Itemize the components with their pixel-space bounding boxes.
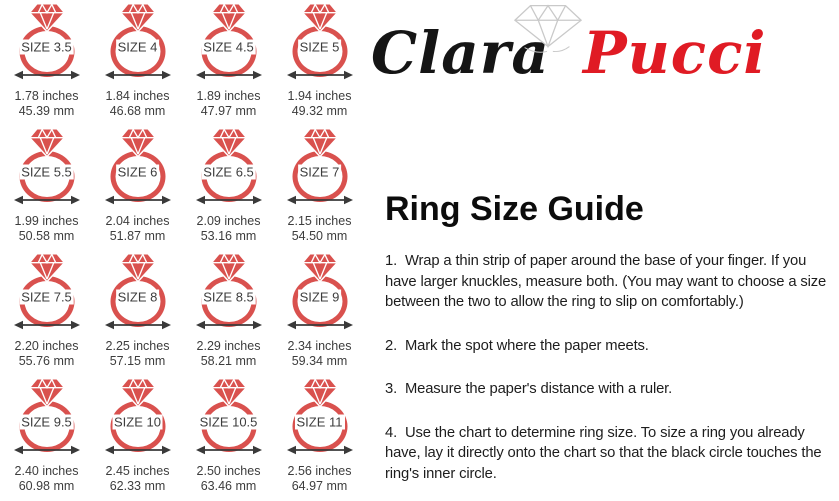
ring-size-cell bbox=[92, 250, 183, 375]
ring-measurements bbox=[274, 89, 365, 119]
ring-size-cell bbox=[183, 250, 274, 375]
ring-size-label: SIZE 7 bbox=[299, 164, 340, 180]
ring-measurements bbox=[183, 339, 274, 369]
diameter-inches: 2.56 inches bbox=[287, 464, 352, 478]
diameter-inches: 2.15 inches bbox=[287, 214, 352, 228]
ring-size-cell bbox=[1, 125, 92, 250]
diameter-inches: 2.04 inches bbox=[105, 214, 170, 228]
diamond-icon bbox=[29, 3, 65, 32]
diameter-arrow-icon bbox=[287, 194, 353, 206]
ring-measurements bbox=[183, 464, 274, 494]
diameter-inches: 2.40 inches bbox=[14, 464, 79, 478]
diameter-mm: 50.58 mm bbox=[18, 229, 75, 243]
ring-size-label: SIZE 11 bbox=[296, 414, 343, 430]
ring-size-cell bbox=[92, 0, 183, 125]
diamond-icon bbox=[29, 253, 65, 282]
ring-size-cell bbox=[1, 0, 92, 125]
instructions-list bbox=[385, 251, 839, 484]
diameter-arrow-icon bbox=[196, 69, 262, 81]
ring-size-cell bbox=[92, 375, 183, 500]
ring-size-label: SIZE 4.5 bbox=[203, 39, 254, 55]
ring-measurements bbox=[1, 89, 92, 119]
ring-measurements bbox=[92, 214, 183, 244]
diameter-inches: 2.50 inches bbox=[196, 464, 261, 478]
ring-size-cell bbox=[92, 125, 183, 250]
diameter-mm: 59.34 mm bbox=[291, 354, 348, 368]
ring-figure bbox=[183, 0, 274, 82]
ring-figure bbox=[92, 375, 183, 457]
diameter-mm: 51.87 mm bbox=[109, 229, 166, 243]
instruction-step-4: 4. Use the chart to determine ring size. To size a ring you already have, lay it directly onto the chart so that the black circle touches the ring's inner circle. bbox=[385, 424, 822, 482]
ring-size-label: SIZE 5 bbox=[299, 39, 340, 55]
ring-measurements bbox=[274, 339, 365, 369]
ring-size-label: SIZE 6 bbox=[117, 164, 158, 180]
ring-size-label: SIZE 10.5 bbox=[199, 414, 258, 430]
ring-figure bbox=[92, 125, 183, 207]
diamond-icon bbox=[29, 378, 65, 407]
ring-measurements bbox=[1, 339, 92, 369]
instruction-step-1: 1. Wrap a thin strip of paper around the base of your finger. If you have larger knuckles, measure both. (You may want to choose a size between the two to allow the ring to slip on comfortably.) bbox=[385, 253, 827, 310]
ring-size-label: SIZE 8 bbox=[117, 289, 158, 305]
ring-size-label: SIZE 6.5 bbox=[203, 164, 254, 180]
diameter-mm: 47.97 mm bbox=[200, 104, 257, 118]
ring-figure bbox=[92, 0, 183, 82]
diamond-icon bbox=[302, 128, 338, 157]
ring-figure bbox=[1, 375, 92, 457]
diameter-arrow-icon bbox=[14, 194, 80, 206]
info-panel bbox=[373, 0, 839, 501]
diameter-mm: 53.16 mm bbox=[200, 229, 257, 243]
ring-size-cell bbox=[274, 125, 365, 250]
diameter-inches: 1.84 inches bbox=[105, 89, 170, 103]
diameter-inches: 2.25 inches bbox=[105, 339, 170, 353]
ring-figure bbox=[1, 125, 92, 207]
ring-measurements bbox=[92, 89, 183, 119]
instruction-step-2: 2. Mark the spot where the paper meets. bbox=[385, 337, 649, 354]
diamond-icon bbox=[120, 128, 156, 157]
diameter-inches: 2.20 inches bbox=[14, 339, 79, 353]
diamond-icon bbox=[120, 253, 156, 282]
diameter-mm: 46.68 mm bbox=[109, 104, 166, 118]
diameter-arrow-icon bbox=[287, 319, 353, 331]
ring-size-cell bbox=[274, 375, 365, 500]
brand-name-clara: Clara bbox=[371, 19, 550, 87]
ring-figure bbox=[274, 0, 365, 82]
ring-measurements bbox=[183, 89, 274, 119]
ring-size-label: SIZE 7.5 bbox=[21, 289, 72, 305]
diameter-mm: 64.97 mm bbox=[291, 479, 348, 493]
ring-size-cell bbox=[183, 375, 274, 500]
ring-size-cell bbox=[1, 375, 92, 500]
ring-figure bbox=[183, 250, 274, 332]
ring-size-cell bbox=[274, 0, 365, 125]
diameter-arrow-icon bbox=[196, 319, 262, 331]
diameter-arrow-icon bbox=[196, 444, 262, 456]
diameter-inches: 2.45 inches bbox=[105, 464, 170, 478]
ring-figure bbox=[274, 375, 365, 457]
brand-name-pucci: Pucci bbox=[583, 19, 767, 87]
diamond-icon bbox=[211, 253, 247, 282]
diameter-inches: 1.89 inches bbox=[196, 89, 261, 103]
diameter-mm: 58.21 mm bbox=[200, 354, 257, 368]
ring-size-label: SIZE 4 bbox=[117, 39, 158, 55]
ring-figure bbox=[274, 125, 365, 207]
diameter-mm: 54.50 mm bbox=[291, 229, 348, 243]
instruction-step-3: 3. Measure the paper's distance with a ruler. bbox=[385, 381, 673, 397]
ring-measurements bbox=[92, 339, 183, 369]
ring-figure bbox=[183, 125, 274, 207]
diameter-inches: 1.78 inches bbox=[14, 89, 79, 103]
ring-measurements bbox=[92, 464, 183, 494]
diameter-arrow-icon bbox=[14, 69, 80, 81]
diameter-arrow-icon bbox=[287, 69, 353, 81]
ring-measurements bbox=[1, 464, 92, 494]
ring-figure bbox=[183, 375, 274, 457]
diameter-arrow-icon bbox=[287, 444, 353, 456]
diameter-arrow-icon bbox=[105, 319, 171, 331]
diameter-mm: 62.33 mm bbox=[109, 479, 166, 493]
ring-measurements bbox=[274, 214, 365, 244]
diamond-icon bbox=[302, 378, 338, 407]
diameter-mm: 49.32 mm bbox=[291, 104, 348, 118]
diameter-arrow-icon bbox=[105, 444, 171, 456]
diamond-icon bbox=[211, 378, 247, 407]
ring-size-label: SIZE 9 bbox=[299, 289, 340, 305]
ring-figure bbox=[274, 250, 365, 332]
diamond-icon bbox=[120, 3, 156, 32]
page-title: Ring Size Guide bbox=[385, 190, 644, 228]
diameter-mm: 60.98 mm bbox=[18, 479, 75, 493]
ring-size-cell bbox=[274, 250, 365, 375]
diameter-mm: 55.76 mm bbox=[18, 354, 75, 368]
ring-figure bbox=[1, 0, 92, 82]
ring-size-label: SIZE 8.5 bbox=[203, 289, 254, 305]
diameter-mm: 57.15 mm bbox=[109, 354, 166, 368]
diameter-mm: 45.39 mm bbox=[18, 104, 75, 118]
ring-size-label: SIZE 5.5 bbox=[21, 164, 72, 180]
ring-figure bbox=[1, 250, 92, 332]
ring-size-label: SIZE 10 bbox=[114, 414, 161, 430]
diamond-icon bbox=[211, 3, 247, 32]
ring-size-cell bbox=[183, 0, 274, 125]
ring-size-grid bbox=[1, 0, 367, 500]
diameter-inches: 2.09 inches bbox=[196, 214, 261, 228]
diameter-inches: 1.94 inches bbox=[287, 89, 352, 103]
ring-measurements bbox=[274, 464, 365, 494]
diamond-icon bbox=[302, 3, 338, 32]
brand-logo bbox=[373, 0, 839, 112]
diameter-inches: 2.34 inches bbox=[287, 339, 352, 353]
ring-size-cell bbox=[1, 250, 92, 375]
diameter-arrow-icon bbox=[14, 444, 80, 456]
diameter-arrow-icon bbox=[105, 69, 171, 81]
ring-figure bbox=[92, 250, 183, 332]
ring-measurements bbox=[1, 214, 92, 244]
ring-size-label: SIZE 9.5 bbox=[21, 414, 72, 430]
diameter-arrow-icon bbox=[196, 194, 262, 206]
diamond-outline-icon bbox=[511, 3, 585, 57]
diameter-inches: 1.99 inches bbox=[14, 214, 79, 228]
ring-measurements bbox=[183, 214, 274, 244]
diameter-arrow-icon bbox=[14, 319, 80, 331]
ring-size-cell bbox=[183, 125, 274, 250]
diameter-inches: 2.29 inches bbox=[196, 339, 261, 353]
diamond-icon bbox=[29, 128, 65, 157]
diamond-icon bbox=[302, 253, 338, 282]
diameter-arrow-icon bbox=[105, 194, 171, 206]
ring-size-label: SIZE 3.5 bbox=[21, 39, 72, 55]
diameter-mm: 63.46 mm bbox=[200, 479, 257, 493]
diamond-icon bbox=[120, 378, 156, 407]
diamond-icon bbox=[211, 128, 247, 157]
